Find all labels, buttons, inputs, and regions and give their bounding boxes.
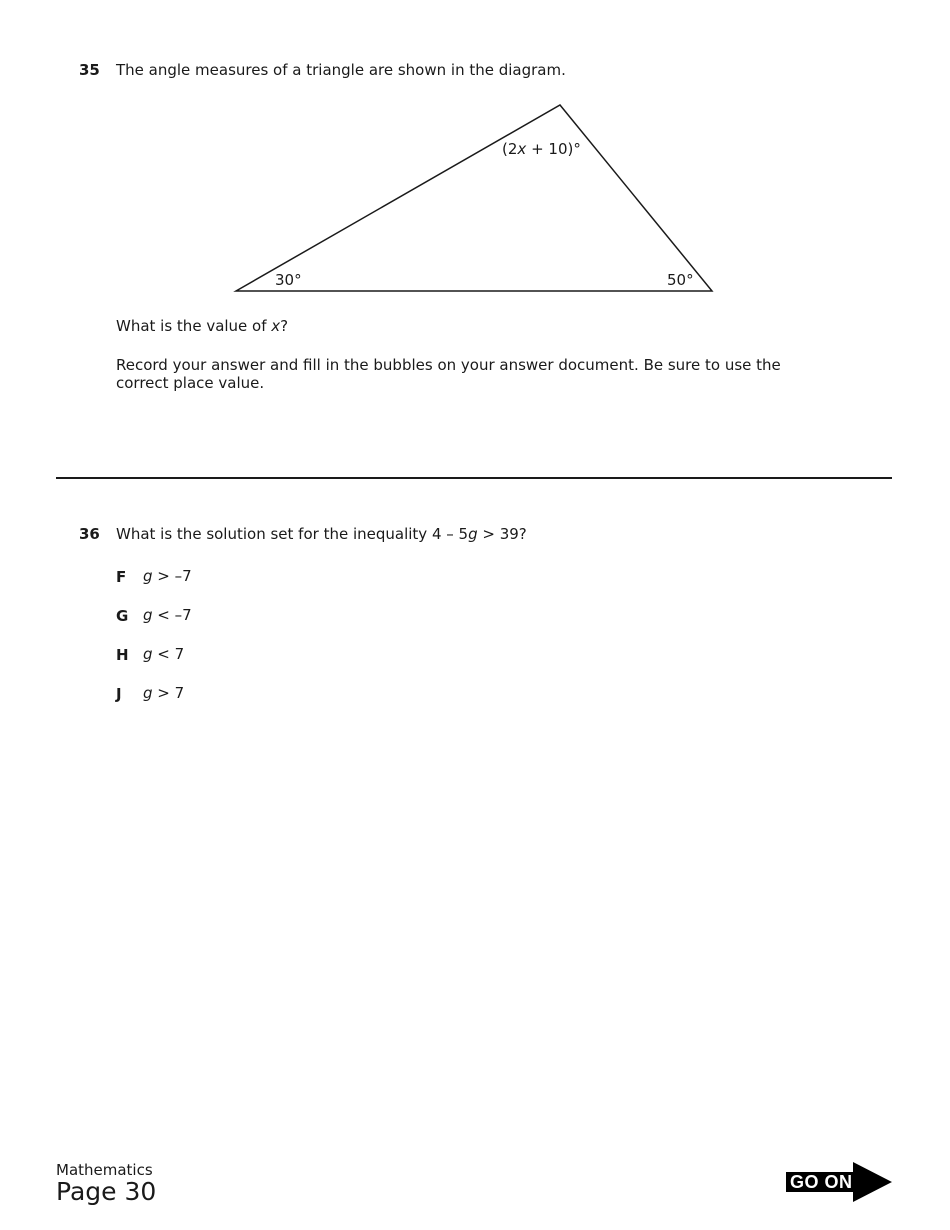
choice-F[interactable] [116, 567, 192, 586]
instructions-line-1: Record your answer and fill in the bubbles on your answer document. Be sure to use the [116, 356, 781, 374]
go-on-label: GO ON [790, 1172, 853, 1192]
angle-label-top [502, 140, 581, 158]
angle-label-right: 50° [667, 271, 694, 289]
choice-text [143, 645, 184, 663]
question-35-prompt [116, 317, 288, 335]
choice-G[interactable] [116, 606, 192, 625]
angle-top-post: + 10)° [526, 140, 581, 158]
choice-text [143, 684, 184, 702]
angle-top-pre: (2 [502, 140, 518, 158]
choice-letter: G [116, 607, 129, 625]
choice-text [143, 606, 192, 624]
choice-rest: > 7 [152, 684, 185, 702]
question-35-instructions [116, 356, 781, 392]
choice-J[interactable] [116, 684, 185, 703]
triangle-diagram [0, 0, 950, 320]
footer-subject: Mathematics [56, 1161, 153, 1179]
choice-var: g [143, 606, 153, 624]
footer-page-number: Page 30 [56, 1177, 157, 1206]
choice-text [143, 567, 192, 585]
go-on-button[interactable] [786, 1162, 892, 1202]
choice-var: g [143, 684, 153, 702]
question-36-stem [116, 525, 527, 543]
prompt-post: ? [280, 317, 289, 335]
stem-var: g [468, 525, 478, 543]
choice-letter: H [116, 646, 129, 664]
choice-var: g [143, 567, 153, 585]
angle-top-var: x [517, 140, 527, 158]
choice-rest: < 7 [152, 645, 185, 663]
prompt-pre: What is the value of [116, 317, 272, 335]
angle-label-left: 30° [275, 271, 302, 289]
question-35-stem: The angle measures of a triangle are shown in the diagram. [116, 61, 566, 79]
section-divider [56, 477, 892, 479]
question-36-number: 36 [79, 525, 100, 543]
choice-H[interactable] [116, 645, 185, 664]
choice-rest: < –7 [152, 606, 192, 624]
triangle [236, 105, 712, 291]
choice-letter: J [116, 685, 122, 703]
stem-pre: What is the solution set for the inequality 4 – 5 [116, 525, 469, 543]
choice-letter: F [116, 568, 127, 586]
choice-rest: > –7 [152, 567, 192, 585]
choice-var: g [143, 645, 153, 663]
instructions-line-2: correct place value. [116, 374, 265, 392]
stem-post: > 39? [477, 525, 527, 543]
prompt-var: x [271, 317, 281, 335]
question-35-number: 35 [79, 61, 100, 79]
